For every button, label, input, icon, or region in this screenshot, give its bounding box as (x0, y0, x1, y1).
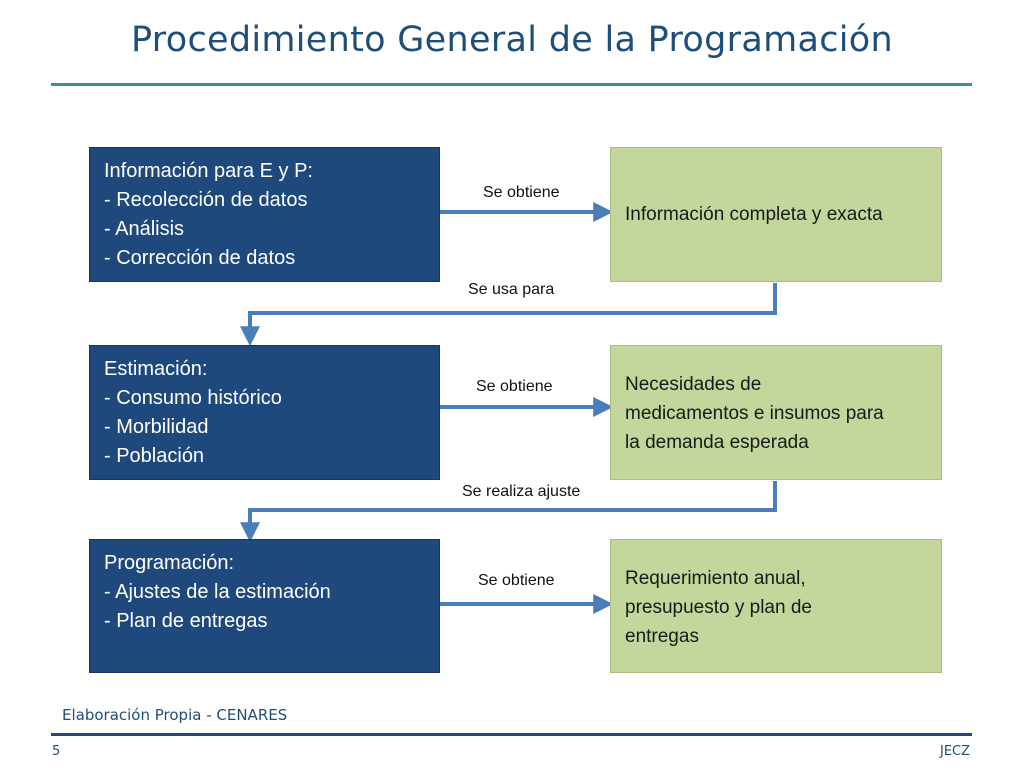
source-credit: Elaboración Propia - CENARES (62, 706, 288, 724)
connector-label-1: Se obtiene (483, 184, 560, 201)
box-line: medicamentos e insumos para (625, 403, 884, 424)
box-line: - Análisis (104, 218, 185, 240)
author-initials: JECZ (940, 744, 971, 759)
box-line: Requerimiento anual, (625, 568, 806, 589)
output-box-requirement (610, 539, 942, 673)
box-line: - Corrección de datos (104, 247, 296, 269)
box-line: - Ajustes de la estimación (104, 581, 331, 603)
box-line: Programación: (104, 552, 235, 574)
connector-label-2: Se obtiene (476, 378, 553, 395)
box-line: Información para E y P: (104, 160, 313, 182)
feedback-label-1: Se usa para (468, 281, 555, 298)
input-box-estimation (89, 345, 440, 480)
footer-divider (51, 733, 972, 736)
page-number: 5 (52, 744, 61, 759)
input-box-programming (89, 539, 440, 673)
box-line: - Consumo histórico (104, 387, 282, 409)
output-box-needs (610, 345, 942, 480)
box-line: - Morbilidad (104, 416, 209, 438)
connector-label-3: Se obtiene (478, 572, 555, 589)
box-line: la demanda esperada (625, 432, 809, 453)
box-line: Estimación: (104, 358, 208, 380)
output-box-info (610, 147, 942, 282)
feedback-label-2: Se realiza ajuste (462, 483, 581, 500)
page-title: Procedimiento General de la Programación (131, 20, 893, 60)
box-line: Necesidades de (625, 374, 762, 395)
input-box-info (89, 147, 440, 282)
box-line: entregas (625, 626, 699, 647)
box-line: - Plan de entregas (104, 610, 268, 632)
box-line: - Población (104, 445, 205, 467)
box-line: Información completa y exacta (625, 204, 883, 225)
box-line: presupuesto y plan de (625, 597, 812, 618)
box-line: - Recolección de datos (104, 189, 308, 211)
